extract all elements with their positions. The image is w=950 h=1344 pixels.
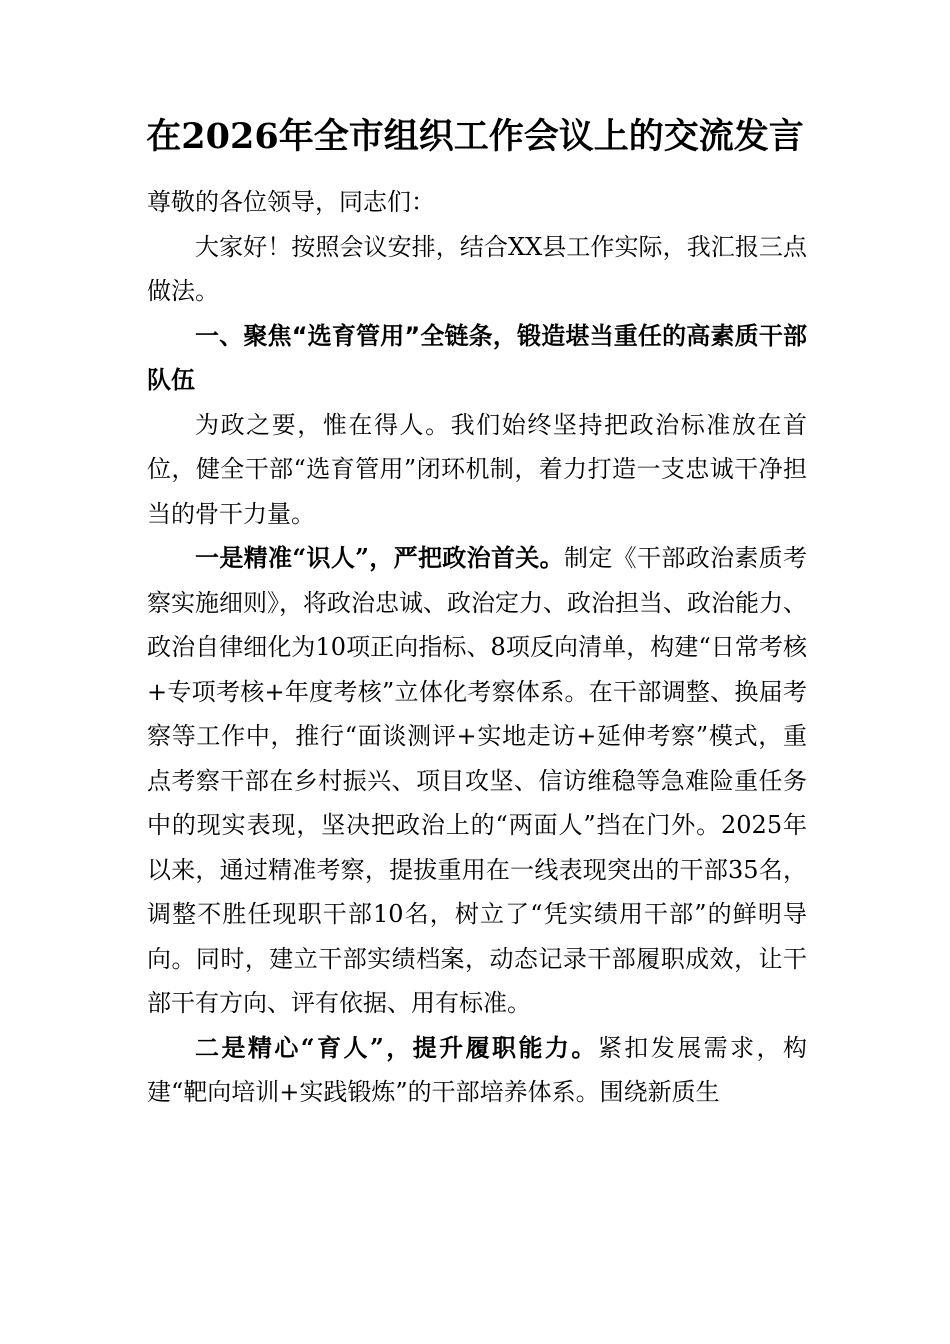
section-1-paragraph: 为政之要，惟在得人。我们始终坚持把政治标准放在首位，健全干部“选育管用”闭环机制，着力打造一支忠诚干净担当的骨干力量。 [147,410,807,528]
point-2-lead: 二是精心“育人”，提升履职能力。 [195,1032,598,1062]
document-title: 在2026年全市组织工作会议上的交流发言 [146,116,804,157]
point-2-paragraph [147,1026,807,1115]
salutation: 尊敬的各位领导，同志们： [147,188,435,216]
point-1-text: 制定《干部政治素质考察实施细则》，将政治忠诚、政治定力、政治担当、政治能力、政治自律细化为10项正向指标、8项反向清单，构建“日常考核+专项考核+年度考核”立体化考察体系。在干部调整、换届考察等工作中，推行“面谈测评+实地走访+延伸考察”模式，重点考察干部在乡村振兴、项目攻坚、信访维稳等急难险重任务中的现实表现，坚决把政治上的“两面人”挡在门外。2025年以来，通过精准考察，提拔重用在一线表现突出的干部35名，调整不胜任现职干部10名，树立了“凭实绩用干部”的鲜明导向。同时，建立干部实绩档案，动态记录干部履职成效，让干部干有方向、评有依据、用有标准。 [147,544,808,1017]
point-1-paragraph [147,536,807,1026]
point-1-lead: 一是精准“识人”，严把政治首关。 [195,543,564,572]
section-heading-1: 一、聚焦“选育管用”全链条，锻造堪当重任的高素质干部队伍 [147,321,807,394]
point-2-text: 紧扣发展需求，构建“靶向培训+实践锻炼”的干部培养体系。围绕新质生 [147,1033,808,1106]
document-body [147,180,807,1115]
intro-paragraph: 大家好！按照会议安排，结合XX县工作实际，我汇报三点做法。 [147,232,807,305]
